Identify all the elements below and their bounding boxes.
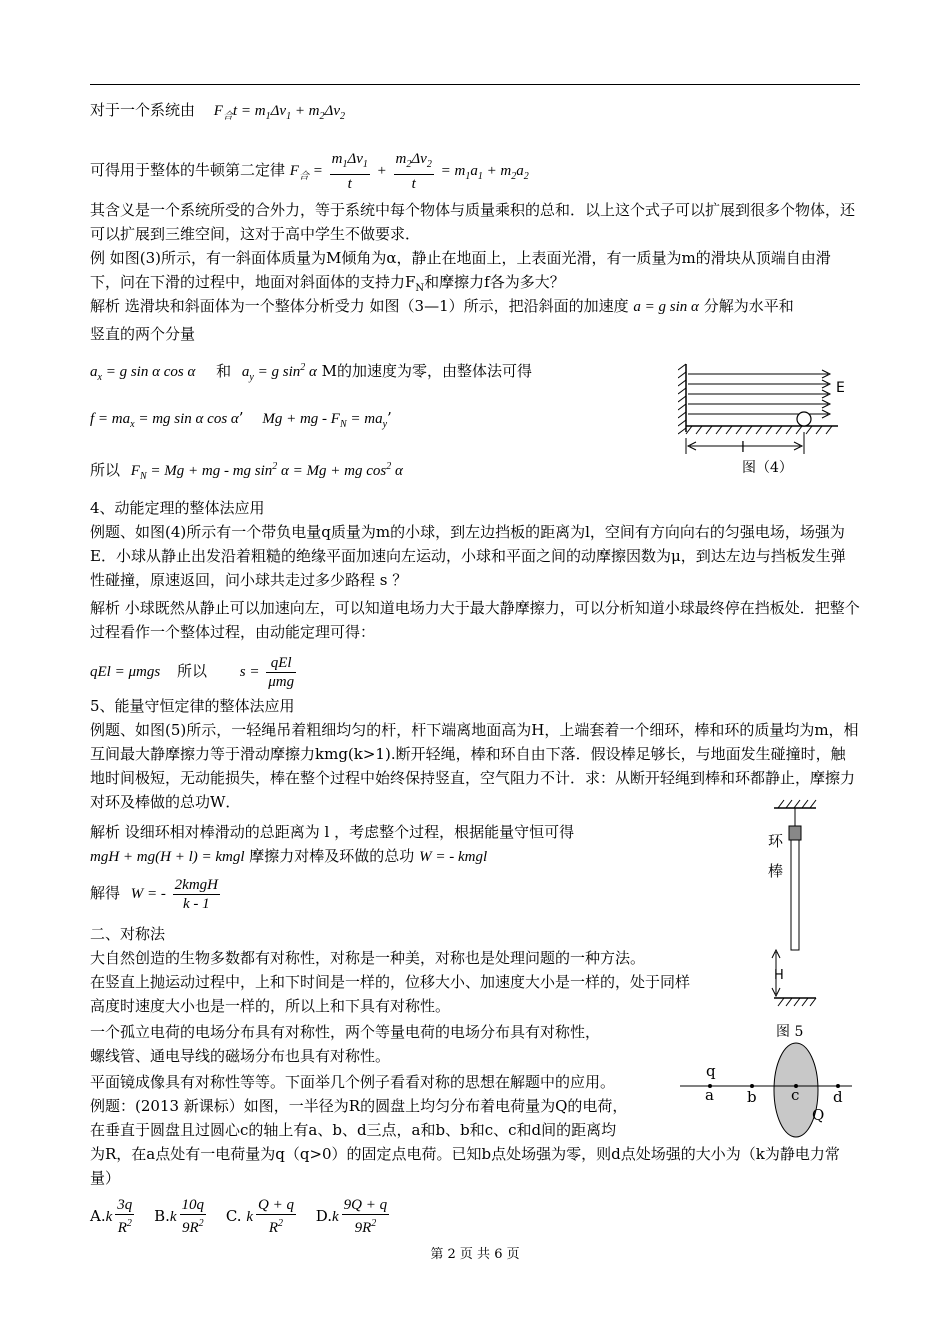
paragraph-field: 为R，在a点处有一电荷量为q（q>0）的固定点电荷。已知b点处场强为零，则d点处场强的大小为（k为静电力常量） xyxy=(90,1145,840,1187)
formula-work-energy: qEl = μmgs xyxy=(90,663,161,680)
text-line-analysis: 解析 选滑块和斜面体为一个整体分析受力 如图（3—1）所示，把沿斜面的加速度 a = g sin α 分解为水平和 xyxy=(90,297,794,315)
label-d: d xyxy=(833,1088,843,1106)
text-line-solution: 解得 W = - $\frac{\text{2kmgH}}{k - 1}$ xyxy=(90,876,223,913)
text-line-projectile-2: 高度时速度大小也是一样的，所以上和下具有对称性。 xyxy=(90,997,451,1015)
label-l: l xyxy=(741,440,745,456)
text-line-nature: 大自然创造的生物多数都有对称性，对称是一种美，对称也是处理问题的一种方法。 xyxy=(90,949,646,967)
text-line-example-2013: 例题：(2013 新课标）如图，一半径为R的圆盘上均匀分布着电荷量为Q的电荷， xyxy=(90,1097,628,1115)
ball xyxy=(797,412,811,426)
figure-4 xyxy=(678,360,858,480)
caption-fig4: 图（4） xyxy=(742,460,793,476)
label-c: c xyxy=(791,1086,800,1104)
text-line-components: 竖直的两个分量 xyxy=(90,325,196,343)
formula-newton-system: $F_合$ = $\frac{m_1\Delta v_1}{t}$ + $\frac{m_2\Delta v_2}{t}$ = $m_1a_1 + m_2a_2$ xyxy=(289,151,529,192)
formula-w-result: W = - $\frac{\text{2kmgH}}{k - 1}$ xyxy=(130,877,218,912)
page-footer: 第 2 页 共 6 页 xyxy=(430,1247,520,1262)
text-line-magnet: 螺线管、通电导线的磁场分布也具有对称性。 xyxy=(90,1047,391,1065)
formula-ax: $a_x = g$ sin α cos α xyxy=(90,364,196,383)
figure-disc xyxy=(680,1040,855,1144)
rod xyxy=(791,840,799,950)
option-a: A.k $\frac{3q}{R^2}$ xyxy=(90,1197,133,1236)
option-d: D.k $\frac{9Q + q}{9R^2}$ xyxy=(315,1197,388,1236)
formula-energy-conservation: mgH + mg(H + l) = kmgl xyxy=(90,849,245,865)
formula-vertical: Mg + mg - $F_N = ma_y$ xyxy=(262,411,388,430)
ring xyxy=(789,826,801,840)
paragraph-example-5: 例题、如图(5)所示，一轻绳吊着粗细均匀的杆，杆下端离地面高为H，上端套着一个细环，棒和环的质量均为m，相互间最大静摩擦力等于滑动摩擦力kmg(k>1).断开轻绳，棒和环自由下落．假设棒足够长，与地面发生碰撞时，触地时间极短，无动能损失，棒在整个过程中始终保持竖直，空气阻力不计．求：从断开轻绳到棒和环都静止，摩擦力对环及棒做的总功W． xyxy=(90,721,859,811)
label-h: H xyxy=(774,968,784,983)
label-big-q: Q xyxy=(812,1106,825,1124)
formula-ay: $a_y = g$ $\sin^2 \alpha$ xyxy=(241,362,317,383)
paragraph-analysis-4: 解析 小球既然从静止可以加速向左，可以知道电场力大于最大静摩擦力，可以分析知道小球最终停在挡板处．把整个过程看作一个整体过程，由动能定理可得： xyxy=(90,599,860,641)
label-ring: 环 xyxy=(768,832,784,850)
label-b: b xyxy=(747,1088,757,1106)
formula-acceleration: a = g sin α xyxy=(633,299,699,315)
text-line-axis: 在垂直于圆盘且过圆心c的轴上有a、b、d三点，a和b、b和c、c和d间的距离均 xyxy=(90,1121,617,1139)
formula-total-work: W = - kmgl xyxy=(419,849,488,865)
heading-section-5: 5、能量守恒定律的整体法应用 xyxy=(90,697,295,715)
label-a: a xyxy=(705,1086,714,1104)
answer-options xyxy=(90,1196,392,1237)
paragraph-example-3: 例 如图(3)所示，有一斜面体质量为M倾角为α，静止在地面上，上表面光滑，有一质量为m的滑块从顶端自由滑下，问在下滑的过程中，地面对斜面体的支持力$F_N$和摩擦力f各为多大？ xyxy=(90,249,831,294)
text-line-1: 对于一个系统由 $F_合t = m_1\Delta v_1 + m_2\Delta v_2$ xyxy=(90,101,345,122)
formula-friction: $f = ma_x$ = mg sin α cos α xyxy=(90,411,239,430)
formula-distance: s = $\frac{\text{qEl}}{\text{μmg}}$ xyxy=(239,655,295,690)
text-line-2: 可得用于整体的牛顿第二定律 $F_合$ = $\frac{m_1\Delta v_1}{t}$ + $\frac{m_2\Delta v_2}{t}$ = $m_1a_1 + m_2a_2$ xyxy=(90,151,529,192)
label-e: E xyxy=(836,380,845,396)
formula-system-impulse: $F_合t = m_1\Delta v_1 + m_2\Delta v_2$ xyxy=(213,103,345,122)
label-q: q xyxy=(706,1062,716,1080)
text-line-mirror: 平面镜成像具有对称性等等。下面举几个例子看看对称的思想在解题中的应用。 xyxy=(90,1073,616,1091)
text-line-fn: 所以 $F_N = Mg$ + mg - mg $\sin^2 \alpha = Mg$ + mg $\cos^2 \alpha$ xyxy=(90,461,403,482)
formula-fn: $F_N = Mg$ + mg - mg $\sin^2 \alpha = Mg$ + mg $\cos^2 \alpha$ xyxy=(130,461,403,482)
paragraph-example-4: 例题、如图(4)所示有一个带负电量q质量为m的小球，到左边挡板的距离为l，空间有方向向右的匀强电场，场强为E．小球从静止出发沿着粗糙的绝缘平面加速向左运动，小球和平面之间的动摩擦因数为μ，到达左边与挡板发生弹性碰撞，原速返回，问小球共走过多少路程 s ？ xyxy=(90,523,846,589)
text-line-f-and-mg: $f = ma_x$ = mg sin α cos α’ Mg + mg - $F_N = ma_y$’ xyxy=(90,409,392,430)
figure-5 xyxy=(764,796,824,1052)
text-line-energy: qEl = μmgs 所以 s = $\frac{\text{qEl}}{\text{μmg}}$ xyxy=(90,654,299,691)
option-c: C. k $\frac{Q + q}{R^2}$ xyxy=(225,1197,294,1236)
heading-section-4: 4、动能定理的整体法应用 xyxy=(90,499,265,517)
text-line-charge: 一个孤立电荷的电场分布具有对称性，两个等量电荷的电场分布具有对称性， xyxy=(90,1023,601,1041)
label-rod: 棒 xyxy=(768,862,784,880)
text-line-energy-cons: mgH + mg(H + l) = kmgl 摩擦力对棒及环做的总功 W = - kmgl xyxy=(90,847,488,865)
heading-symmetry: 二、对称法 xyxy=(90,925,166,943)
option-b: B.k $\frac{10q}{9R^2}$ xyxy=(154,1197,205,1236)
text-line-projectile-1: 在竖直上抛运动过程中，上和下时间是一样的，位移大小、加速度大小是一样的，处于同样 xyxy=(90,973,691,991)
paragraph-meaning: 其含义是一个系统所受的合外力，等于系统中每个物体与质量乘积的总和．以上这个式子可以扩展到很多个物体，还可以扩展到三维空间，这对于高中学生不做要求． xyxy=(90,201,856,243)
header-rule xyxy=(90,84,860,85)
text-line-analysis-5: 解析 设细环相对棒滑动的总距离为 l ，考虑整个过程，根据能量守恒可得 xyxy=(90,823,575,841)
caption-fig5: 图 5 xyxy=(776,1024,804,1040)
text-line-ax-ay: $a_x = g$ sin α cos α 和 $a_y = g$ $\sin^2 \alpha$ M的加速度为零，由整体法可得 xyxy=(90,362,533,383)
